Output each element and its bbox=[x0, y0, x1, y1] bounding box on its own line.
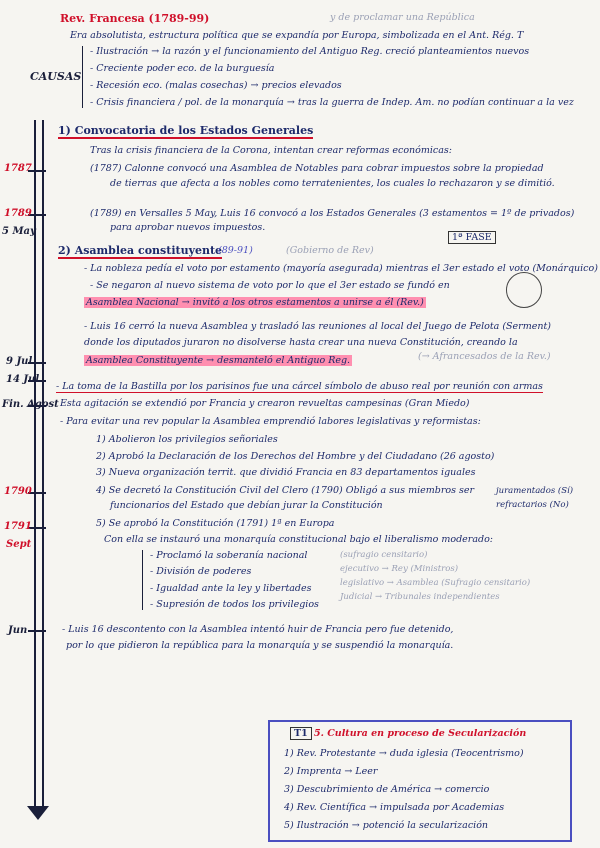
constitution-note: (sufragio censitario) bbox=[340, 550, 428, 560]
topic-item: 3) Descubrimiento de América → comercio bbox=[284, 784, 490, 795]
topic-item: 1) Rev. Protestante → duda iglesia (Teocentrismo) bbox=[284, 748, 524, 759]
page-title: Rev. Francesa (1789-99) bbox=[60, 12, 210, 25]
s1-paragraph: de tierras que afecta a los nobles como terratenientes, los cuales lo rechazaron y se dimitió. bbox=[110, 178, 555, 189]
s2-line: Con ella se instauró una monarquía constitucional bajo el liberalismo moderado: bbox=[104, 534, 494, 545]
s2-line: - La nobleza pedía el voto por estamento (mayoría asegurada) mientras el 3er estado el voto (Monárquico) bbox=[84, 263, 598, 274]
timeline-date: 5 May bbox=[2, 226, 36, 237]
causa-item: - Ilustración → la razón y el funcionamiento del Antiguo Reg. creció planteamientos nuevos bbox=[90, 46, 530, 57]
s2-line: donde los diputados juraron no disolverse hasta crear una nueva Constitución, creando la bbox=[84, 337, 518, 348]
constitution-item: - División de poderes bbox=[150, 566, 252, 577]
s1-intro: Tras la crisis financiera de la Corona, intentan crear reformas económicas: bbox=[90, 145, 452, 156]
reform-item: funcionarios del Estado que debían jurar la Constitución bbox=[110, 500, 383, 511]
constitution-item: - Proclamó la soberanía nacional bbox=[150, 550, 308, 561]
intro-text: Era absolutista, estructura política que se expandía por Europa, simbolizada en el Ant. Rég. T bbox=[70, 30, 524, 41]
reform-item: 5) Se aprobó la Constitución (1791) 1ª en Europa bbox=[96, 518, 335, 529]
s2-line: por lo que pidieron la república para la monarquía y se suspendió la monarquía. bbox=[66, 640, 454, 651]
timeline-date: 14 Jul bbox=[6, 374, 40, 385]
s2-line: - Se negaron al nuevo sistema de voto por lo que el 3er estado se fundó en bbox=[90, 280, 450, 291]
s2-line: Asamblea Nacional → invitó a los otros estamentos a unirse a él (Rev.) bbox=[86, 297, 424, 308]
constitution-item: - Supresión de todos los privilegios bbox=[150, 599, 319, 610]
causas-bracket bbox=[82, 46, 83, 108]
s2-years: (89-91) bbox=[218, 245, 253, 256]
s2-line: Asamblea Constituyente → desmanteló el Antiguo Reg. bbox=[86, 355, 351, 366]
timeline-date: 1787 bbox=[4, 163, 32, 174]
reform-item: 3) Nueva organización territ. que dividió Francia en 83 departamentos iguales bbox=[96, 467, 476, 478]
s1-paragraph: (1787) Calonne convocó una Asamblea de Notables para cobrar impuestos sobre la propiedad bbox=[90, 163, 544, 174]
causa-item: - Crisis financiera / pol. de la monarquía → tras la guerra de Indep. Am. no podían continuar a la vez bbox=[90, 97, 574, 108]
constitution-note: Judicial → Tribunales independientes bbox=[340, 592, 500, 602]
timeline-arrow-icon bbox=[27, 806, 49, 820]
section-2-title: 2) Asamblea constituyente bbox=[58, 244, 223, 257]
timeline-date: Sept bbox=[6, 539, 32, 550]
timeline-date: 1791 bbox=[4, 521, 32, 532]
reform-item: 4) Se decretó la Constitución Civil del Clero (1790) Obligó a sus miembros ser bbox=[96, 485, 475, 496]
s2-line: - Luis 16 cerró la nueva Asamblea y trasladó las reuniones al local del Juego de Pelota (Serment) bbox=[84, 321, 551, 332]
s1-paragraph: para aprobar nuevos impuestos. bbox=[110, 222, 266, 233]
constitution-item: - Igualdad ante la ley y libertades bbox=[150, 583, 312, 594]
s2-line: - Luis 16 descontento con la Asamblea intentó huir de Francia pero fue detenido, bbox=[62, 624, 454, 635]
topic-item: 4) Rev. Científica → impulsada por Academias bbox=[284, 802, 505, 813]
topic-item: 2) Imprenta → Leer bbox=[284, 766, 378, 777]
s2-line: Esta agitación se extendió por Francia y crearon revueltas campesinas (Gran Miedo) bbox=[60, 398, 470, 409]
s2-side-note: (→ Afrancesados de la Rev.) bbox=[418, 351, 551, 362]
timeline-bar bbox=[34, 120, 44, 810]
s2-line: - La toma de la Bastilla por los parisinos fue una cárcel símbolo de abuso real por reunión con armas bbox=[56, 381, 543, 392]
reform-item: 1) Abolieron los privilegios señoriales bbox=[96, 434, 278, 445]
reform-item: 2) Aprobó la Declaración de los Derechos del Hombre y del Ciudadano (26 agosto) bbox=[96, 451, 495, 462]
voting-diagram-icon bbox=[506, 272, 542, 308]
topic-item: 5) Ilustración → potenció la secularización bbox=[284, 820, 489, 831]
timeline-date: Jun bbox=[8, 625, 28, 636]
causa-item: - Creciente poder eco. de la burguesía bbox=[90, 63, 275, 74]
s2-note: (Gobierno de Rev) bbox=[286, 245, 374, 256]
side-note: juramentados (Sí) bbox=[496, 486, 574, 496]
causa-item: - Recesión eco. (malas cosechas) → precios elevados bbox=[90, 80, 342, 91]
timeline-date: Fin. Agost bbox=[2, 399, 59, 410]
constitution-note: ejecutivo → Rey (Ministros) bbox=[340, 564, 459, 574]
s1-paragraph: (1789) en Versalles 5 May, Luis 16 convocó a los Estados Generales (3 estamentos = 1º de privados) bbox=[90, 208, 575, 219]
timeline-date: 1789 bbox=[4, 208, 32, 219]
topic-title: 5. Cultura en proceso de Secularización bbox=[314, 728, 527, 739]
causas-label: CAUSAS bbox=[30, 70, 82, 83]
s2-line: - Para evitar una rev popular la Asamblea emprendió labores legislativas y reformistas: bbox=[60, 416, 481, 427]
topic-tag: T1 bbox=[290, 728, 312, 739]
timeline-date: 9 Jul bbox=[6, 356, 33, 367]
header-subtitle: y de proclamar una República bbox=[330, 12, 475, 23]
fase-label: 1ª FASE bbox=[448, 232, 496, 243]
section-1-title: 1) Convocatoria de los Estados Generales bbox=[58, 124, 314, 137]
timeline-date: 1790 bbox=[4, 486, 32, 497]
side-note: refractarios (No) bbox=[496, 500, 569, 510]
constitution-note: legislativo → Asamblea (Sufragio censitario) bbox=[340, 578, 531, 588]
